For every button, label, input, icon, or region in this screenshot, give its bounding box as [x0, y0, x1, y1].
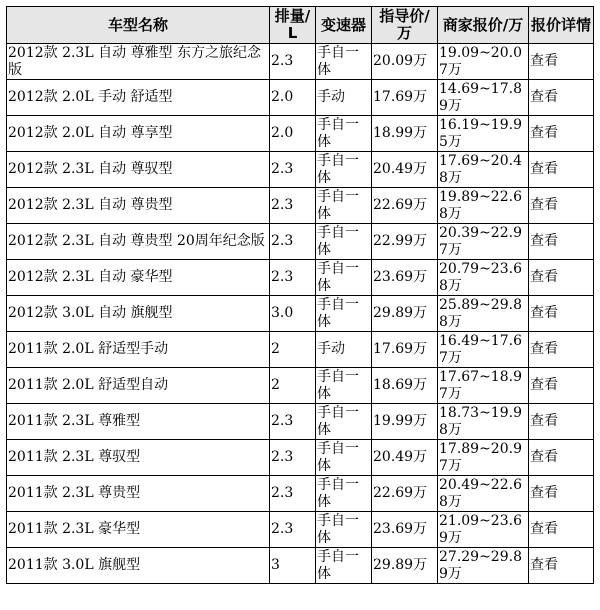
table-row [7, 332, 594, 368]
dealer-price-cell: 14.69~17.89万 [438, 80, 529, 116]
dealer-price-cell: 17.67~18.97万 [438, 368, 529, 404]
dealer-price-cell: 17.89~20.97万 [438, 440, 529, 476]
table-row [7, 224, 594, 260]
dealer-price-cell: 20.79~23.68万 [438, 260, 529, 296]
view-details-link[interactable]: 查看 [529, 260, 594, 296]
table-row [7, 404, 594, 440]
displacement-cell: 2.3 [270, 224, 316, 260]
view-details-link[interactable]: 查看 [529, 332, 594, 368]
transmission-cell: 手自一体 [316, 152, 372, 188]
view-details-link[interactable]: 查看 [529, 476, 594, 512]
model-cell: 2011款 2.3L 尊雅型 [7, 404, 270, 440]
table-row [7, 188, 594, 224]
table-row [7, 296, 594, 332]
displacement-cell: 2.3 [270, 476, 316, 512]
transmission-cell: 手自一体 [316, 476, 372, 512]
dealer-price-cell: 21.09~23.69万 [438, 512, 529, 548]
displacement-cell: 2.0 [270, 116, 316, 152]
guide-price-cell: 22.69万 [372, 188, 438, 224]
table-row [7, 116, 594, 152]
displacement-cell: 2.3 [270, 404, 316, 440]
table-body [7, 44, 594, 584]
transmission-cell: 手自一体 [316, 116, 372, 152]
header-transmission: 变速器 [316, 7, 372, 44]
view-details-link[interactable]: 查看 [529, 548, 594, 584]
dealer-price-cell: 19.09~20.07万 [438, 44, 529, 80]
view-details-link[interactable]: 查看 [529, 296, 594, 332]
table-row [7, 152, 594, 188]
transmission-cell: 手自一体 [316, 404, 372, 440]
dealer-price-cell: 25.89~29.88万 [438, 296, 529, 332]
guide-price-cell: 17.69万 [372, 80, 438, 116]
view-details-link[interactable]: 查看 [529, 152, 594, 188]
table-row [7, 440, 594, 476]
table-row [7, 476, 594, 512]
header-details: 报价详情 [529, 7, 594, 44]
view-details-link[interactable]: 查看 [529, 440, 594, 476]
transmission-cell: 手自一体 [316, 224, 372, 260]
transmission-cell: 手自一体 [316, 368, 372, 404]
model-cell: 2011款 3.0L 旗舰型 [7, 548, 270, 584]
view-details-link[interactable]: 查看 [529, 224, 594, 260]
guide-price-cell: 29.89万 [372, 296, 438, 332]
transmission-cell: 手动 [316, 80, 372, 116]
model-cell: 2012款 2.3L 自动 尊驭型 [7, 152, 270, 188]
displacement-cell: 2.3 [270, 44, 316, 80]
displacement-cell: 2.3 [270, 152, 316, 188]
header-dealer-price: 商家报价/万 [438, 7, 529, 44]
model-cell: 2011款 2.0L 舒适型自动 [7, 368, 270, 404]
header-row [7, 7, 594, 44]
model-cell: 2011款 2.3L 豪华型 [7, 512, 270, 548]
view-details-link[interactable]: 查看 [529, 512, 594, 548]
transmission-cell: 手自一体 [316, 188, 372, 224]
table-row [7, 368, 594, 404]
table-row [7, 512, 594, 548]
model-cell: 2012款 2.0L 自动 尊享型 [7, 116, 270, 152]
guide-price-cell: 29.89万 [372, 548, 438, 584]
view-details-link[interactable]: 查看 [529, 188, 594, 224]
dealer-price-cell: 20.39~22.97万 [438, 224, 529, 260]
model-cell: 2012款 2.3L 自动 豪华型 [7, 260, 270, 296]
model-cell: 2012款 2.0L 手动 舒适型 [7, 80, 270, 116]
view-details-link[interactable]: 查看 [529, 80, 594, 116]
price-table [6, 6, 594, 584]
transmission-cell: 手动 [316, 332, 372, 368]
transmission-cell: 手自一体 [316, 44, 372, 80]
view-details-link[interactable]: 查看 [529, 44, 594, 80]
table-header [7, 7, 594, 44]
model-cell: 2012款 2.3L 自动 尊贵型 [7, 188, 270, 224]
dealer-price-cell: 20.49~22.68万 [438, 476, 529, 512]
transmission-cell: 手自一体 [316, 260, 372, 296]
view-details-link[interactable]: 查看 [529, 404, 594, 440]
displacement-cell: 2 [270, 368, 316, 404]
displacement-cell: 2.3 [270, 260, 316, 296]
dealer-price-cell: 27.29~29.89万 [438, 548, 529, 584]
transmission-cell: 手自一体 [316, 296, 372, 332]
table-row [7, 548, 594, 584]
transmission-cell: 手自一体 [316, 548, 372, 584]
table-row [7, 260, 594, 296]
dealer-price-cell: 19.89~22.68万 [438, 188, 529, 224]
guide-price-cell: 17.69万 [372, 332, 438, 368]
dealer-price-cell: 17.69~20.48万 [438, 152, 529, 188]
header-guide-price: 指导价/万 [372, 7, 438, 44]
guide-price-cell: 18.99万 [372, 116, 438, 152]
table-row [7, 44, 594, 80]
transmission-cell: 手自一体 [316, 512, 372, 548]
guide-price-cell: 20.49万 [372, 440, 438, 476]
transmission-cell: 手自一体 [316, 440, 372, 476]
displacement-cell: 2.3 [270, 188, 316, 224]
model-cell: 2011款 2.3L 尊驭型 [7, 440, 270, 476]
guide-price-cell: 23.69万 [372, 260, 438, 296]
header-displacement: 排量/L [270, 7, 316, 44]
displacement-cell: 2 [270, 332, 316, 368]
guide-price-cell: 20.09万 [372, 44, 438, 80]
dealer-price-cell: 16.49~17.67万 [438, 332, 529, 368]
displacement-cell: 2.0 [270, 80, 316, 116]
view-details-link[interactable]: 查看 [529, 116, 594, 152]
dealer-price-cell: 16.19~19.95万 [438, 116, 529, 152]
displacement-cell: 3 [270, 548, 316, 584]
view-details-link[interactable]: 查看 [529, 368, 594, 404]
model-cell: 2012款 2.3L 自动 尊雅型 东方之旅纪念版 [7, 44, 270, 80]
model-cell: 2012款 2.3L 自动 尊贵型 20周年纪念版 [7, 224, 270, 260]
guide-price-cell: 19.99万 [372, 404, 438, 440]
model-cell: 2011款 2.3L 尊贵型 [7, 476, 270, 512]
guide-price-cell: 22.99万 [372, 224, 438, 260]
model-cell: 2012款 3.0L 自动 旗舰型 [7, 296, 270, 332]
guide-price-cell: 18.69万 [372, 368, 438, 404]
table-row [7, 80, 594, 116]
displacement-cell: 3.0 [270, 296, 316, 332]
model-cell: 2011款 2.0L 舒适型手动 [7, 332, 270, 368]
displacement-cell: 2.3 [270, 512, 316, 548]
header-model: 车型名称 [7, 7, 270, 44]
guide-price-cell: 22.69万 [372, 476, 438, 512]
dealer-price-cell: 18.73~19.98万 [438, 404, 529, 440]
guide-price-cell: 20.49万 [372, 152, 438, 188]
guide-price-cell: 23.69万 [372, 512, 438, 548]
displacement-cell: 2.3 [270, 440, 316, 476]
